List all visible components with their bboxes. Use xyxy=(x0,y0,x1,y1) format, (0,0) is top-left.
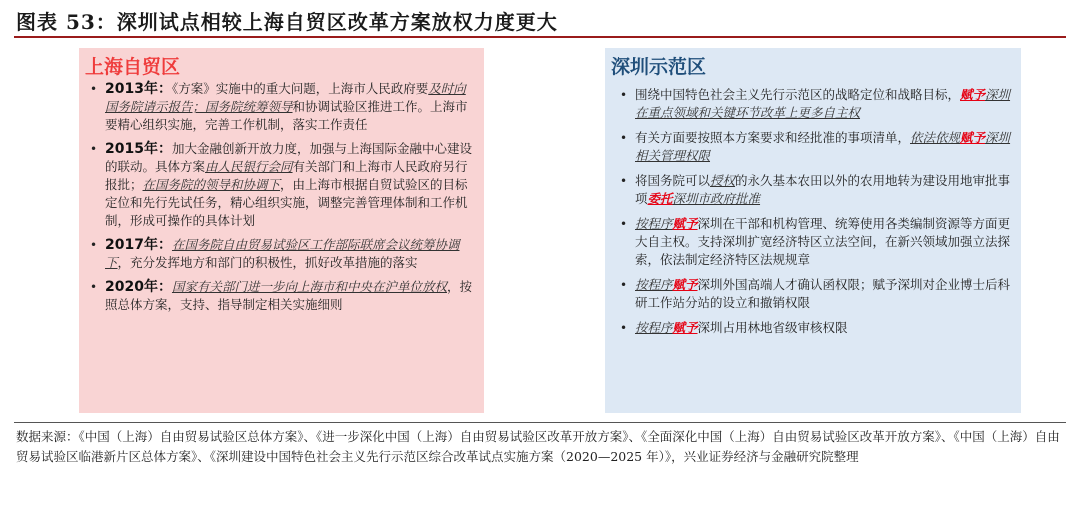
emphasis-text: 在国务院的领导和协调下 xyxy=(142,177,281,192)
highlight-text: 赋予 xyxy=(960,87,986,102)
source-divider xyxy=(14,422,1066,423)
item-text: 的永久基本农田以外的农用地转为建设用地审批事项 xyxy=(635,173,1011,206)
emphasis-text: 按程序 xyxy=(635,277,673,292)
bullet-icon: • xyxy=(90,142,98,156)
item-text: 围绕中国特色社会主义先行示范区的战略定位和战略目标， xyxy=(635,87,961,102)
item-text: 和协调试验区推进工作。上海市要精心组织实施，完善工作机制，落实工作责任 xyxy=(105,99,468,132)
item-text: ，按照总体方案，支持、指导制定相关实施细则 xyxy=(105,279,472,312)
list-item xyxy=(87,140,477,230)
list-item xyxy=(617,215,1013,269)
list-item xyxy=(87,236,477,272)
bullet-icon: • xyxy=(620,278,628,292)
bullet-icon: • xyxy=(90,238,98,252)
item-text: 加大金融创新开放力度，加强与上海国际金融中心建设的联动。具体方案 xyxy=(105,141,472,174)
bullet-icon: • xyxy=(620,131,628,145)
shanghai-items-list xyxy=(87,80,477,320)
item-text: 有关部门和上海市人民政府另行报批； xyxy=(105,159,468,192)
list-item xyxy=(617,172,1013,208)
item-text: 将国务院可以 xyxy=(635,173,711,188)
item-text: 《方案》实施中的重大问题，上海市人民政府要 xyxy=(171,81,429,96)
list-item xyxy=(617,86,1013,122)
bullet-icon: • xyxy=(90,280,98,294)
highlight-text: 赋予 xyxy=(672,216,698,231)
list-item xyxy=(87,80,477,134)
item-text: 深圳外国高端人才确认函权限；赋予深圳对企业博士后科研工作站分站的设立和撤销权限 xyxy=(635,277,1011,310)
item-text: 有关方面要按照本方案要求和经批准的事项清单， xyxy=(635,130,911,145)
highlight-text: 委托 xyxy=(647,191,673,206)
year-label: 2020年： xyxy=(105,279,172,295)
emphasis-text: 深圳市政府批准 xyxy=(672,191,761,206)
emphasis-text: 及时向国务院请示报告；国务院统筹领导 xyxy=(105,81,466,114)
item-text: 深圳占用林地省级审核权限 xyxy=(697,320,848,335)
year-label: 2013年： xyxy=(105,81,172,97)
list-item xyxy=(617,129,1013,165)
bullet-icon: • xyxy=(620,88,628,102)
emphasis-text: 按程序 xyxy=(635,216,673,231)
title-divider xyxy=(14,36,1066,38)
shanghai-ftz-panel xyxy=(79,48,484,413)
emphasis-text: 按程序 xyxy=(635,320,673,335)
item-text: ，充分发挥地方和部门的积极性，抓好改革措施的落实 xyxy=(117,255,418,270)
shenzhen-items-list xyxy=(617,86,1013,344)
highlight-text: 赋予 xyxy=(960,130,986,145)
year-label: 2017年： xyxy=(105,237,172,253)
emphasis-text: 由人民银行会同 xyxy=(205,159,293,174)
shenzhen-zone-panel xyxy=(605,48,1021,413)
figure-title: 图表 53：深圳试点相较上海自贸区改革方案放权力度更大 xyxy=(16,10,558,34)
list-item xyxy=(617,276,1013,312)
year-label: 2015年： xyxy=(105,141,172,157)
emphasis-text: 深圳相关管理权限 xyxy=(635,130,1011,163)
item-text: 深圳在干部和机构管理、统筹使用各类编制资源等方面更大自主权。支持深圳扩宽经济特区立法空间，在新兴领域加强立法探索，依法制定经济特区法规规章 xyxy=(635,216,1011,267)
emphasis-text: 在国务院自由贸易试验区工作部际联席会议统筹协调下 xyxy=(105,237,460,270)
shanghai-panel-heading: 上海自贸区 xyxy=(85,56,181,78)
bullet-icon: • xyxy=(90,82,98,96)
emphasis-text: 国家有关部门进一步向上海市和中央在沪单位放权 xyxy=(171,279,447,294)
list-item xyxy=(87,278,477,314)
data-source-note: 数据来源：《中国（上海）自由贸易试验区总体方案》、《进一步深化中国（上海）自由贸易试验区改革开放方案》、《全面深化中国（上海）自由贸易试验区改革开放方案》、《中国（上海）自由贸易试验区临港新片区总体方案》、《深圳建设中国特色社会主义先行示范区综合改革试点实施方案（2020—2025 年）》，兴业证券经济与金融研究院整理 xyxy=(16,429,1060,464)
emphasis-text: 深圳在重点领域和关键环节改革上更多自主权 xyxy=(635,87,1011,120)
shenzhen-panel-heading: 深圳示范区 xyxy=(611,56,707,78)
highlight-text: 赋予 xyxy=(672,277,698,292)
list-item xyxy=(617,319,1013,337)
bullet-icon: • xyxy=(620,321,628,335)
item-text: ，由上海市根据自贸试验区的目标定位和先行先试任务，精心组织实施，调整完善管理体制和工作机制，形成可操作的具体计划 xyxy=(105,177,468,228)
highlight-text: 赋予 xyxy=(672,320,698,335)
bullet-icon: • xyxy=(620,174,628,188)
emphasis-text: 授权 xyxy=(710,173,736,188)
emphasis-text: 依法依规 xyxy=(910,130,961,145)
bullet-icon: • xyxy=(620,217,628,231)
